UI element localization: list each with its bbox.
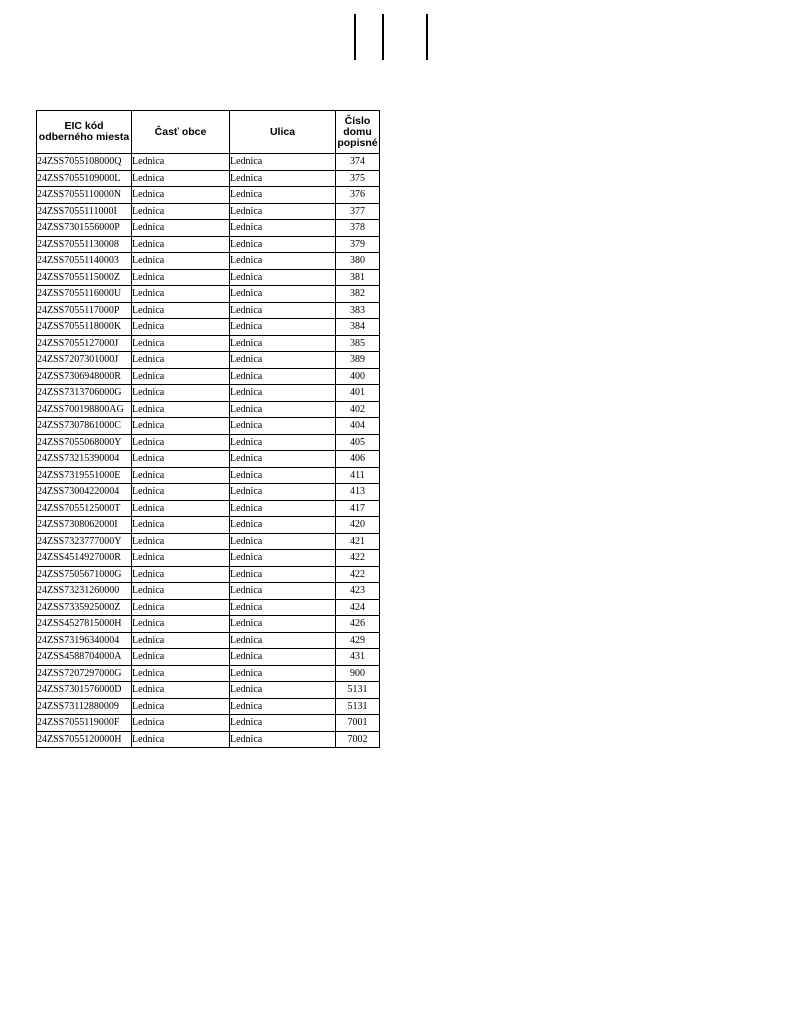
header-eic-code: EIC kód odberného miesta: [37, 111, 132, 154]
cell-eic-code: 24ZSS7055110000N: [37, 187, 132, 204]
cell-street: Lednica: [230, 566, 336, 583]
cell-house-number: 411: [336, 467, 380, 484]
cell-eic-code: 24ZSS73196340004: [37, 632, 132, 649]
cell-eic-code: 24ZSS7319551000E: [37, 467, 132, 484]
cell-house-number: 402: [336, 401, 380, 418]
table-row: [37, 698, 380, 715]
cell-eic-code: 24ZSS4588704000A: [37, 649, 132, 666]
table-row: [37, 583, 380, 600]
cell-eic-code: 24ZSS7301576000D: [37, 682, 132, 699]
cell-municipality-part: Lednica: [132, 352, 230, 369]
table-row: [37, 550, 380, 567]
cell-house-number: 404: [336, 418, 380, 435]
table-row: [37, 253, 380, 270]
table-row: [37, 484, 380, 501]
cell-eic-code: 24ZSS4514927000R: [37, 550, 132, 567]
cell-municipality-part: Lednica: [132, 715, 230, 732]
cell-eic-code: 24ZSS700198800AG: [37, 401, 132, 418]
table-row: [37, 335, 380, 352]
cell-eic-code: 24ZSS4527815000H: [37, 616, 132, 633]
cell-house-number: 422: [336, 566, 380, 583]
cell-municipality-part: Lednica: [132, 616, 230, 633]
cell-street: Lednica: [230, 302, 336, 319]
cell-eic-code: 24ZSS7055120000H: [37, 731, 132, 748]
cell-street: Lednica: [230, 170, 336, 187]
cell-street: Lednica: [230, 352, 336, 369]
cell-street: Lednica: [230, 517, 336, 534]
cell-eic-code: 24ZSS7207301000J: [37, 352, 132, 369]
table-row: [37, 434, 380, 451]
table-row: [37, 599, 380, 616]
cell-street: Lednica: [230, 319, 336, 336]
cell-eic-code: 24ZSS7335925000Z: [37, 599, 132, 616]
table-row: [37, 269, 380, 286]
header-municipality-part: Časť obce: [132, 111, 230, 154]
table-row: [37, 715, 380, 732]
cell-street: Lednica: [230, 500, 336, 517]
cell-street: Lednica: [230, 451, 336, 468]
cell-street: Lednica: [230, 731, 336, 748]
cell-eic-code: 24ZSS7055068000Y: [37, 434, 132, 451]
cell-municipality-part: Lednica: [132, 368, 230, 385]
cell-eic-code: 24ZSS7055115000Z: [37, 269, 132, 286]
table-row: [37, 170, 380, 187]
table-row: [37, 566, 380, 583]
cell-house-number: 378: [336, 220, 380, 237]
cell-street: Lednica: [230, 616, 336, 633]
cell-eic-code: 24ZSS7301556000P: [37, 220, 132, 237]
table-row: [37, 352, 380, 369]
table-row: [37, 236, 380, 253]
cell-street: Lednica: [230, 253, 336, 270]
cell-house-number: 417: [336, 500, 380, 517]
cell-house-number: 406: [336, 451, 380, 468]
cell-street: Lednica: [230, 236, 336, 253]
cell-house-number: 375: [336, 170, 380, 187]
cell-street: Lednica: [230, 467, 336, 484]
cell-house-number: 401: [336, 385, 380, 402]
cell-eic-code: 24ZSS7055116000U: [37, 286, 132, 303]
cell-house-number: 400: [336, 368, 380, 385]
eic-delivery-points-table: [36, 110, 380, 748]
cell-street: Lednica: [230, 434, 336, 451]
cell-municipality-part: Lednica: [132, 170, 230, 187]
cell-house-number: 422: [336, 550, 380, 567]
table-row: [37, 632, 380, 649]
cell-municipality-part: Lednica: [132, 385, 230, 402]
vertical-rule-mark: [382, 14, 384, 60]
table-row: [37, 517, 380, 534]
cell-house-number: 413: [336, 484, 380, 501]
cell-house-number: 389: [336, 352, 380, 369]
cell-street: Lednica: [230, 632, 336, 649]
cell-house-number: 385: [336, 335, 380, 352]
cell-house-number: 900: [336, 665, 380, 682]
cell-eic-code: 24ZSS7308062000I: [37, 517, 132, 534]
cell-eic-code: 24ZSS7055108000Q: [37, 154, 132, 171]
cell-municipality-part: Lednica: [132, 335, 230, 352]
cell-house-number: 380: [336, 253, 380, 270]
cell-municipality-part: Lednica: [132, 599, 230, 616]
cell-street: Lednica: [230, 418, 336, 435]
cell-street: Lednica: [230, 385, 336, 402]
table-row: [37, 220, 380, 237]
cell-eic-code: 24ZSS70551140003: [37, 253, 132, 270]
table-row: [37, 665, 380, 682]
table-row: [37, 500, 380, 517]
cell-municipality-part: Lednica: [132, 401, 230, 418]
cell-street: Lednica: [230, 682, 336, 699]
header-house-number: Číslo domu popisné: [336, 111, 380, 154]
table-row: [37, 203, 380, 220]
cell-street: Lednica: [230, 698, 336, 715]
cell-eic-code: 24ZSS7055117000P: [37, 302, 132, 319]
cell-municipality-part: Lednica: [132, 682, 230, 699]
cell-house-number: 420: [336, 517, 380, 534]
table-row: [37, 286, 380, 303]
cell-municipality-part: Lednica: [132, 632, 230, 649]
table-row: [37, 616, 380, 633]
cell-municipality-part: Lednica: [132, 550, 230, 567]
cell-municipality-part: Lednica: [132, 467, 230, 484]
cell-street: Lednica: [230, 203, 336, 220]
cell-municipality-part: Lednica: [132, 517, 230, 534]
table-header-row: [37, 111, 380, 154]
cell-house-number: 7001: [336, 715, 380, 732]
cell-street: Lednica: [230, 401, 336, 418]
cell-municipality-part: Lednica: [132, 649, 230, 666]
cell-street: Lednica: [230, 715, 336, 732]
cell-street: Lednica: [230, 550, 336, 567]
cell-house-number: 377: [336, 203, 380, 220]
vertical-rule-mark: [354, 14, 356, 60]
cell-eic-code: 24ZSS73215390004: [37, 451, 132, 468]
cell-municipality-part: Lednica: [132, 286, 230, 303]
cell-municipality-part: Lednica: [132, 154, 230, 171]
table-row: [37, 533, 380, 550]
vertical-rule-mark: [426, 14, 428, 60]
cell-house-number: 423: [336, 583, 380, 600]
table-row: [37, 385, 380, 402]
table-row: [37, 401, 380, 418]
cell-municipality-part: Lednica: [132, 253, 230, 270]
cell-municipality-part: Lednica: [132, 220, 230, 237]
table-row: [37, 368, 380, 385]
cell-municipality-part: Lednica: [132, 665, 230, 682]
cell-municipality-part: Lednica: [132, 698, 230, 715]
cell-municipality-part: Lednica: [132, 418, 230, 435]
table-row: [37, 451, 380, 468]
cell-street: Lednica: [230, 533, 336, 550]
cell-municipality-part: Lednica: [132, 566, 230, 583]
cell-house-number: 374: [336, 154, 380, 171]
cell-house-number: 384: [336, 319, 380, 336]
cell-eic-code: 24ZSS7055127000J: [37, 335, 132, 352]
table-row: [37, 682, 380, 699]
cell-house-number: 431: [336, 649, 380, 666]
table-row: [37, 187, 380, 204]
cell-house-number: 383: [336, 302, 380, 319]
cell-house-number: 376: [336, 187, 380, 204]
cell-street: Lednica: [230, 286, 336, 303]
cell-eic-code: 24ZSS73004220004: [37, 484, 132, 501]
cell-eic-code: 24ZSS7207297000G: [37, 665, 132, 682]
cell-municipality-part: Lednica: [132, 533, 230, 550]
cell-municipality-part: Lednica: [132, 269, 230, 286]
cell-eic-code: 24ZSS70551130008: [37, 236, 132, 253]
cell-eic-code: 24ZSS7313706000G: [37, 385, 132, 402]
cell-eic-code: 24ZSS73112880009: [37, 698, 132, 715]
cell-street: Lednica: [230, 154, 336, 171]
cell-municipality-part: Lednica: [132, 583, 230, 600]
cell-municipality-part: Lednica: [132, 434, 230, 451]
cell-eic-code: 24ZSS7055118000K: [37, 319, 132, 336]
cell-street: Lednica: [230, 220, 336, 237]
cell-house-number: 379: [336, 236, 380, 253]
cell-eic-code: 24ZSS7055119000F: [37, 715, 132, 732]
cell-house-number: 424: [336, 599, 380, 616]
header-street: Ulica: [230, 111, 336, 154]
cell-eic-code: 24ZSS7505671000G: [37, 566, 132, 583]
table-row: [37, 302, 380, 319]
cell-street: Lednica: [230, 599, 336, 616]
cell-house-number: 5131: [336, 698, 380, 715]
cell-street: Lednica: [230, 269, 336, 286]
cell-street: Lednica: [230, 665, 336, 682]
cell-house-number: 5131: [336, 682, 380, 699]
cell-municipality-part: Lednica: [132, 500, 230, 517]
table-row: [37, 418, 380, 435]
cell-house-number: 426: [336, 616, 380, 633]
cell-municipality-part: Lednica: [132, 731, 230, 748]
cell-municipality-part: Lednica: [132, 319, 230, 336]
cell-street: Lednica: [230, 484, 336, 501]
cell-street: Lednica: [230, 187, 336, 204]
cell-municipality-part: Lednica: [132, 484, 230, 501]
cell-eic-code: 24ZSS7055109000L: [37, 170, 132, 187]
cell-municipality-part: Lednica: [132, 302, 230, 319]
cell-street: Lednica: [230, 583, 336, 600]
cell-eic-code: 24ZSS7306948000R: [37, 368, 132, 385]
table-row: [37, 154, 380, 171]
cell-street: Lednica: [230, 368, 336, 385]
cell-municipality-part: Lednica: [132, 187, 230, 204]
cell-street: Lednica: [230, 335, 336, 352]
cell-eic-code: 24ZSS7307861000C: [37, 418, 132, 435]
table-row: [37, 731, 380, 748]
cell-eic-code: 24ZSS7055111000I: [37, 203, 132, 220]
cell-street: Lednica: [230, 649, 336, 666]
cell-eic-code: 24ZSS7055125000T: [37, 500, 132, 517]
cell-eic-code: 24ZSS7323777000Y: [37, 533, 132, 550]
table-row: [37, 319, 380, 336]
table-row: [37, 649, 380, 666]
cell-house-number: 421: [336, 533, 380, 550]
cell-house-number: 381: [336, 269, 380, 286]
cell-house-number: 405: [336, 434, 380, 451]
cell-eic-code: 24ZSS73231260000: [37, 583, 132, 600]
cell-house-number: 429: [336, 632, 380, 649]
cell-municipality-part: Lednica: [132, 203, 230, 220]
cell-municipality-part: Lednica: [132, 451, 230, 468]
cell-municipality-part: Lednica: [132, 236, 230, 253]
cell-house-number: 382: [336, 286, 380, 303]
table-row: [37, 467, 380, 484]
cell-house-number: 7002: [336, 731, 380, 748]
